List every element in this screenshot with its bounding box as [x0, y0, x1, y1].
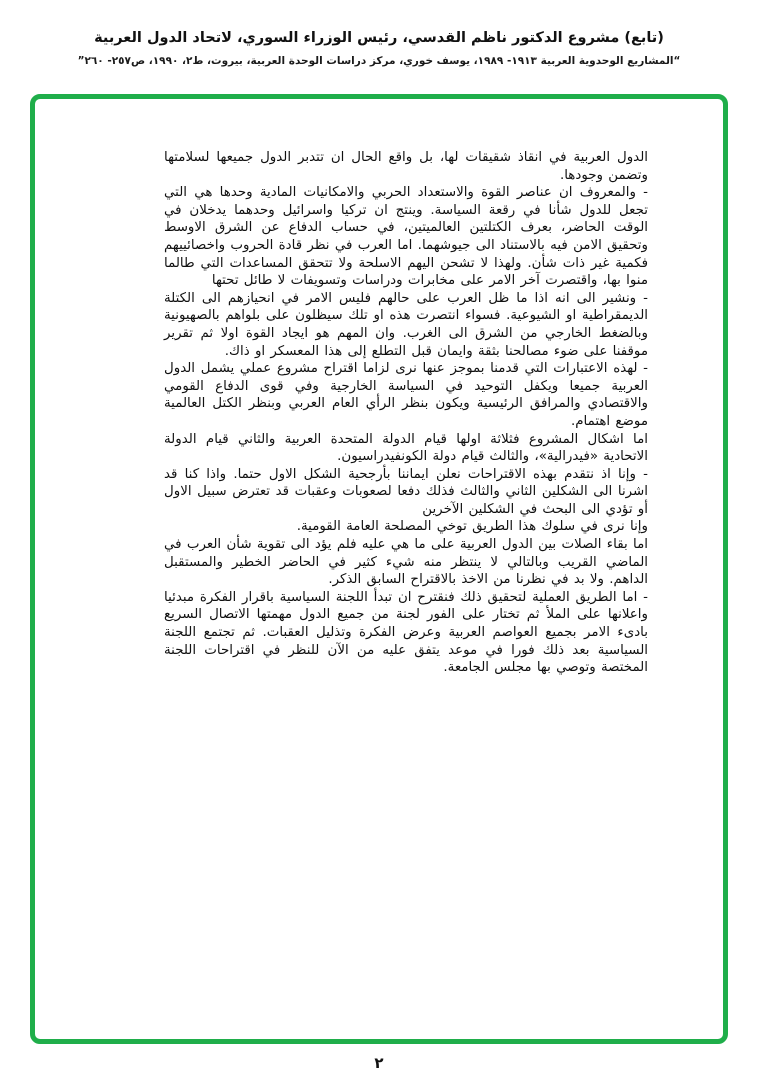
paragraph: - والمعروف ان عناصر القوة والاستعداد الحربي والامكانيات المادية وحدها هي التي تجعل للدول شأنا في رقعة السياسة. وينتج ان تركيا واسرائيل وحدهما يدخلان في الوقت الحاضر، بعرف الكتلتين العالميتين، في حساب الدفاع عن الشرق الاوسط وتحقيق الامن فيه بالاستناد الى جيوشهما. اما العرب في نظر قادة الحروب واخصائييهم فكمية غير ذات شأن. ولهذا لا تشحن اليهم الاسلحة ولا تتحقق المساعدات التي طالما منوا بها، واقتصرت آخر الامر على مخابرات ودراسات وتسويفات لا طائل تحتها — [164, 185, 648, 289]
paragraph: - اما الطريق العملية لتحقيق ذلك فنقترح ان تبدأ اللجنة السياسية باقرار الفكرة مبدئيا واعلانها على الملأ ثم تختار على الفور لجنة من جميع الدول مهمتها الاتصال السريع بادىء الامر بجميع العواصم العربية وعرض الفكرة وتذليل العقبات. ثم تجتمع اللجنة السياسية بعد ذلك فورا في موعد يتفق عليه من الآن للنظر في اقتراحات اللجنة المختصة وتوصي بها مجلس الجامعة. — [164, 589, 648, 676]
paragraph: اما بقاء الصلات بين الدول العربية على ما هي عليه فلم يؤد الى تقوية شأن العرب في الماضي القريب وبالتالي لا ينتظر منه شيء كثير في الحاضر الخطير والمستقبل الداهم. ولا بد في نظرنا من الاخذ بالاقتراح السابق الذكر. — [164, 537, 648, 588]
paragraph: - وإنا اذ نتقدم بهذه الاقتراحات نعلن ايماننا بأرجحية الشكل الاول حتما. واذا كنا قد اشرنا الى الشكلين الثاني والثالث فذلك دفعا لصعوبات وعقبات قد تعترض سبيل الاول أو تؤدي الى البحث في الشكلين الآخرين — [164, 466, 648, 517]
paragraph: - ونشير الى انه اذا ما ظل العرب على حالهم فليس الامر في انحيازهم الى الكتلة الديمقراطية او الشيوعية. فسواء انتصرت هذه او تلك سيظلون على بلواهم بالصهيونية وبالضغط الخارجي من الشرق الى الغرب. وان المهم هو ايجاد القوة اولا ثم تقرير موقفنا على ضوء مصالحنا بثقة وايمان قبل التطلع إلى هذا المعسكر او ذاك. — [164, 290, 648, 359]
document-title: (تابع) مشروع الدكتور ناظم القدسي، رئيس الوزراء السوري، لاتحاد الدول العربية — [94, 30, 664, 46]
paragraph: وإنا نرى في سلوك هذا الطريق توخي المصلحة العامة القومية. — [296, 519, 648, 535]
document-header — [0, 0, 758, 67]
paragraph: - لهذه الاعتبارات التي قدمنا بموجز عنها نرى لزاما اقتراح مشروع عملي يشمل الدول العربية جميعا ويكفل التوحيد في السياسة الخارجية وفي قوى الدفاع القومي والاقتصادي والمرافق الرئيسية ويكون بنظر الرأي العام العربي وبنظر الكتل العالمية موضع اهتمام. — [164, 361, 648, 429]
document-citation: “المشاريع الوحدوية العربية ١٩١٣- ١٩٨٩، يوسف خوري، مركز دراسات الوحدة العربية، بيروت، ط٢، ١٩٩٠، ص٢٥٧- ٢٦٠” — [77, 55, 681, 67]
paragraph: اما اشكال المشروع فثلاثة اولها قيام الدولة المتحدة العربية والثاني قيام الدولة الاتحادية «فيدرالية»، والثالث قيام دولة الكونفيدراسيون. — [164, 431, 648, 465]
body-text — [164, 149, 648, 677]
page-number: ٢ — [374, 1054, 384, 1072]
paragraph: الدول العربية في انقاذ شقيقات لها، بل واقع الحال ان تتدبر الدول جميعها لسلامتها وتضمن وجودها. — [164, 150, 648, 183]
green-border-frame — [30, 94, 728, 1044]
